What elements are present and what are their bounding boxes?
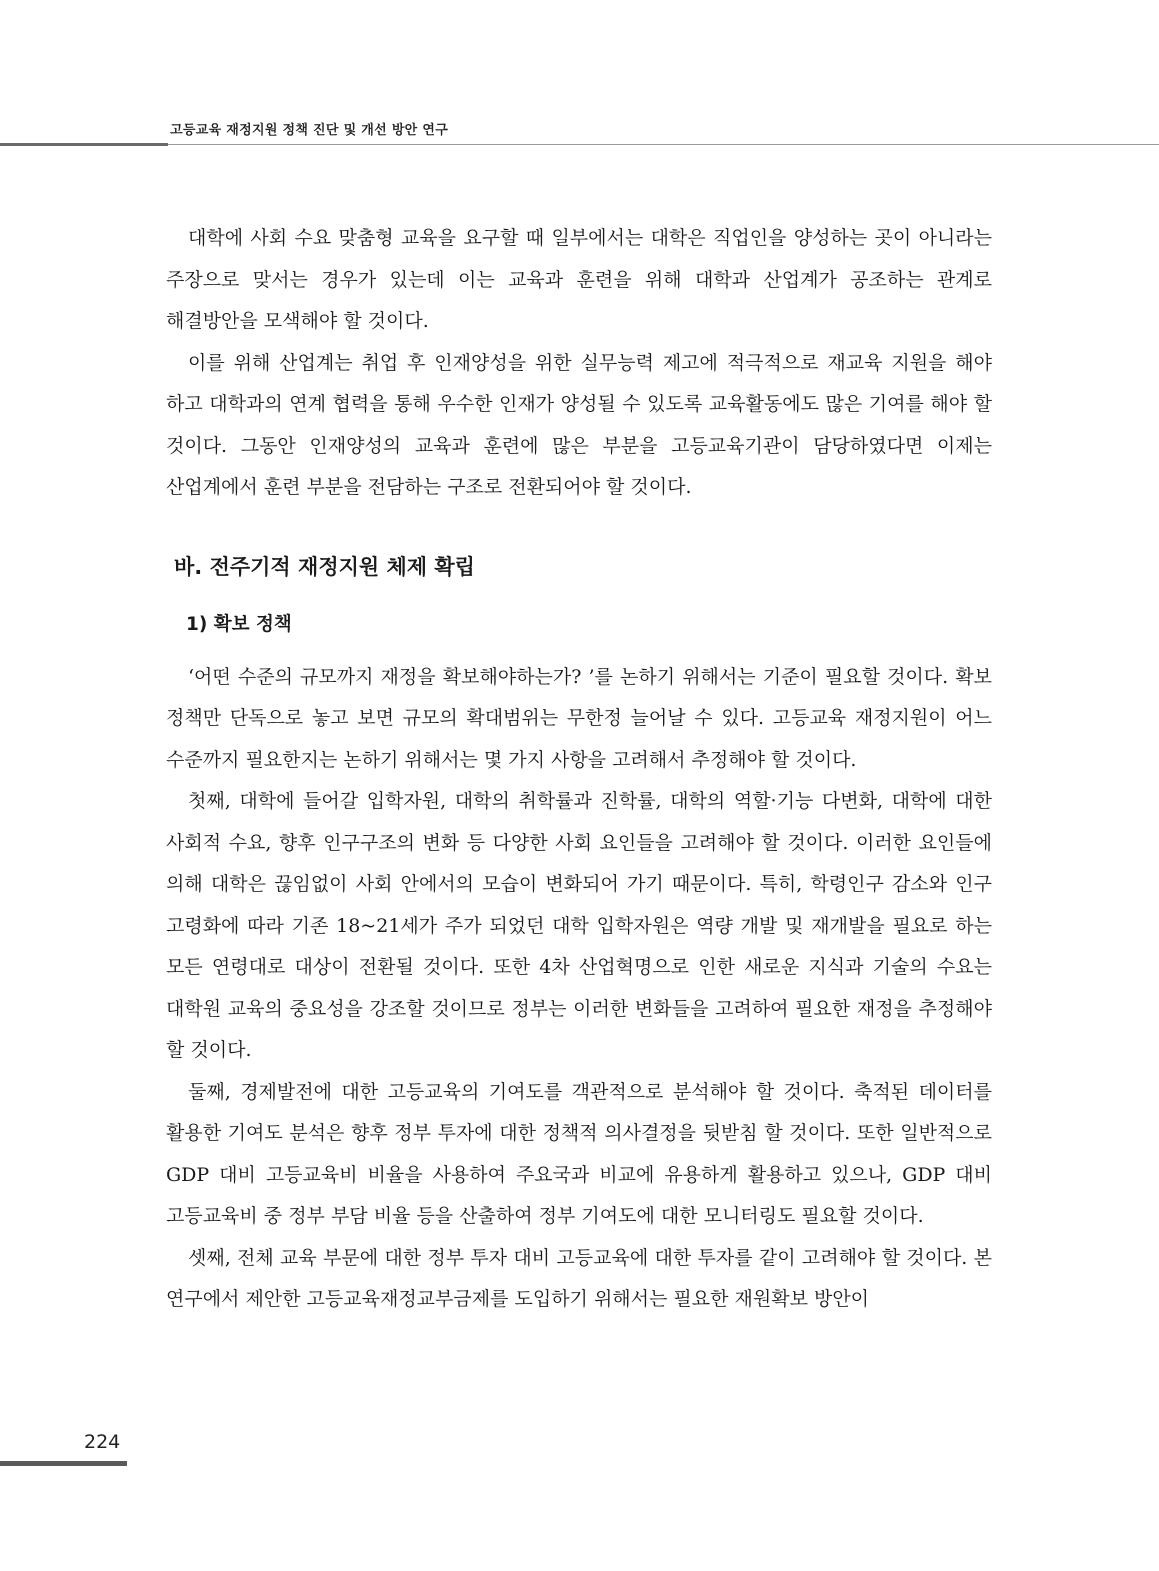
running-header-title: 고등교육 재정지원 정책 진단 및 개선 방안 연구 <box>170 123 449 138</box>
header-rule <box>168 144 1159 145</box>
header-rule-accent <box>0 143 168 146</box>
paragraph-6: 셋째, 전체 교육 부문에 대한 정부 투자 대비 고등교육에 대한 투자를 같이 고려해야 할 것이다. 본 연구에서 제안한 고등교육재정교부금제를 도입하기 위해서는 필요한 재원확보 방안이 <box>166 1246 992 1310</box>
paragraph-5: 둘째, 경제발전에 대한 고등교육의 기여도를 객관적으로 분석해야 할 것이다. 축적된 데이터를 활용한 기여도 분석은 향후 정부 투자에 대한 정책적 의사결정을 뒷받침 할 것이다. 또한 일반적으로 GDP 대비 고등교육비 비율을 사용하여 주요국과 비교에 유용하게 활용하고 있으나, GDP 대비 고등교육비 중 정부 부담 비율 등을 산출하여 정부 기여도에 대한 모니터링도 필요할 것이다. <box>166 1080 992 1227</box>
paragraph-2: 이를 위해 산업계는 취업 후 인재양성을 위한 실무능력 제고에 적극적으로 재교육 지원을 해야 하고 대학과의 연계 협력을 통해 우수한 인재가 양성될 수 있도록 교육활동에도 많은 기여를 해야 할 것이다. 그동안 인재양성의 교육과 훈련에 많은 부분을 고등교육기관이 담당하였다면 이제는 산업계에서 훈련 부분을 전담하는 구조로 전환되어야 할 것이다. <box>166 351 992 498</box>
paragraph-4: 첫째, 대학에 들어갈 입학자원, 대학의 취학률과 진학률, 대학의 역할·기능 다변화, 대학에 대한 사회적 수요, 향후 인구구조의 변화 등 다양한 사회 요인들을 고려해야 할 것이다. 이러한 요인들에 의해 대학은 끊임없이 사회 안에서의 모습이 변화되어 가기 때문이다. 특히, 학령인구 감소와 인구 고령화에 따라 기존 18~21세가 주가 되었던 대학 입학자원은 역량 개발 및 재개발을 필요로 하는 모든 연령대로 대상이 전환될 것이다. 또한 4차 산업혁명으로 인한 새로운 지식과 기술의 수요는 대학원 교육의 중요성을 강조할 것이므로 정부는 이러한 변화들을 고려하여 필요한 재정을 추정해야 할 것이다. <box>166 790 992 1061</box>
section-heading: 바. 전주기적 재정지원 체제 확립 <box>174 554 475 579</box>
page-number: 224 <box>84 1431 121 1453</box>
page-body <box>166 218 992 1321</box>
paragraph-1: 대학에 사회 수요 맞춤형 교육을 요구할 때 일부에서는 대학은 직업인을 양성하는 곳이 아니라는 주장으로 맞서는 경우가 있는데 이는 교육과 훈련을 위해 대학과 산업계가 공조하는 관계로 해결방안을 모색해야 할 것이다. <box>166 227 992 332</box>
footer-rule <box>0 1461 127 1466</box>
paragraph-3: ‘어떤 수준의 규모까지 재정을 확보해야하는가? ’를 논하기 위해서는 기준이 필요할 것이다. 확보 정책만 단독으로 놓고 보면 규모의 확대범위는 무한정 늘어날 수 있다. 고등교육 재정지원이 어느 수준까지 필요한지는 논하기 위해서는 몇 가지 사항을 고려해서 추정해야 할 것이다. <box>166 665 992 771</box>
subsection-heading: 1) 확보 정책 <box>186 613 292 635</box>
